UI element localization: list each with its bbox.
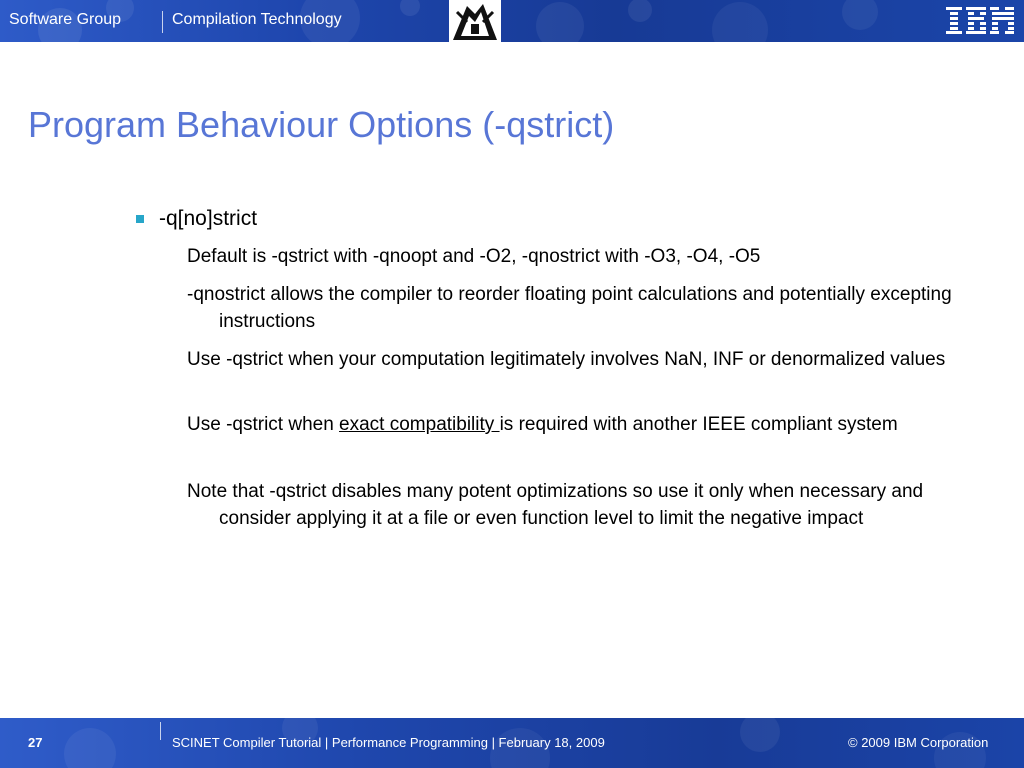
footer-divider bbox=[160, 722, 161, 740]
square-bullet-icon bbox=[136, 215, 144, 223]
sub-item-3: Use -qstrict when your computation legitimately involves NaN, INF or denormalized values bbox=[187, 349, 946, 370]
header-bubbles-decoration bbox=[0, 0, 1024, 42]
compiler-logo bbox=[449, 0, 501, 42]
footer-bar bbox=[0, 718, 1024, 768]
sub-item-4-suffix: is required with another IEEE compliant system bbox=[499, 414, 898, 435]
sub-item-4-prefix: Use -qstrict when bbox=[187, 414, 340, 435]
sub-item-5: Note that -qstrict disables many potent optimizations so use it only when necessary and consider applying it at a file or even function level to limit the negative impact bbox=[187, 481, 924, 529]
footer-copyright: © 2009 IBM Corporation bbox=[848, 735, 989, 750]
sub-item-4 bbox=[187, 411, 959, 438]
footer-info: SCINET Compiler Tutorial | Performance Programming | February 18, 2009 bbox=[172, 735, 605, 750]
slide-title: Program Behaviour Options (-qstrict) bbox=[28, 104, 615, 145]
page-number: 27 bbox=[28, 735, 43, 750]
sub-item-1: Default is -qstrict with -qnoopt and -O2, -qnostrict with -O3, -O4, -O5 bbox=[187, 246, 761, 267]
header-divider bbox=[162, 11, 163, 33]
header-product-label: Compilation Technology bbox=[172, 11, 342, 28]
header-group-label: Software Group bbox=[9, 11, 122, 28]
ibm-logo bbox=[946, 5, 1016, 35]
exact-compatibility-link[interactable]: exact compatibility bbox=[339, 414, 500, 435]
header-bar bbox=[0, 0, 1024, 42]
sub-item-2: -qnostrict allows the compiler to reorder floating point calculations and potentially excepting instructions bbox=[187, 284, 952, 332]
bullet-text: -q[no]strict bbox=[159, 207, 258, 230]
